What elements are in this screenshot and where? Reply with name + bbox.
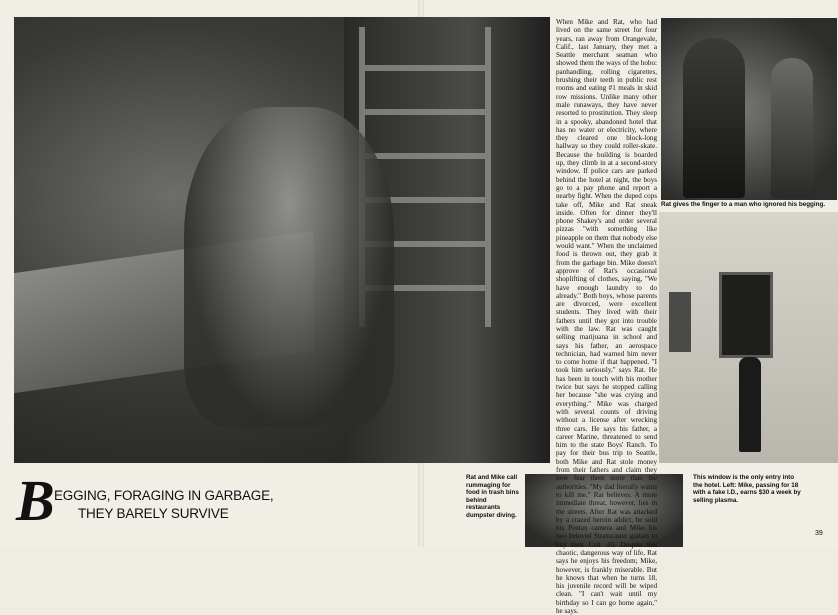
photo-figures bbox=[184, 107, 394, 427]
photo-entry-window bbox=[719, 272, 773, 358]
caption-rat: Rat gives the finger to a man who ignored his begging. bbox=[661, 201, 826, 208]
headline-line-1: EGGING, FORAGING IN GARBAGE, bbox=[54, 488, 274, 503]
photo-hotel-window bbox=[659, 212, 838, 463]
main-photo-boys-rummaging bbox=[14, 17, 550, 463]
caption-bins: Rat and Mike call rummaging for food in trash bins behind restaurants dumpster diving. bbox=[466, 474, 519, 519]
caption-window: This window is the only entry into the hotel. Left: Mike, passing for 18 with a fake I.D., earns $30 a week by selling plasma. bbox=[693, 474, 801, 504]
photo-man bbox=[683, 38, 745, 198]
photo-side-window bbox=[669, 292, 691, 352]
headline-line-2: THEY BARELY SURVIVE bbox=[78, 506, 229, 521]
photo-boy bbox=[771, 58, 813, 198]
page-number: 39 bbox=[815, 530, 823, 537]
photo-climbing-boy bbox=[739, 357, 761, 452]
article-body: When Mike and Rat, who had lived on the same street for four years, ran away from Orangevale, Calif., last January, they met a Seattle merchant seaman who showed them the ways of the hobo: panhandling, rolling cigarettes, brushing their teeth in public rest rooms and eating #1 meals in skid row missions. Unlike many other male runaways, they have never resorted to prostitution. They sleep in a spooky, abandoned hotel that has no water or electricity, where they cleared one block-long hallway so they could roller-skate. Because the building is boarded up, they climb in at a second-story window. If police cars are parked behind the hotel at night, the boys go to a pay phone and report a nearby fight. When the duped cops take off, Mike and Rat sneak inside. Often for dinner they'll phone Shakey's and order several pizzas "with something like pineapple on them that nobody else would want." When the unclaimed food is thrown out, they grab it from the garbage bin. Mike doesn't approve of Rat's occasional shoplifting of clothes, saying, "We have enough laundry to do already." Both boys, whose parents are divorced, were excellent students. They lived with their fathers until they got into trouble with the law. Rat was caught selling marijuana in school and says his father, an aerospace technician, had warned him never to come home if that happened. "I took him seriously," says Rat. He has been in touch with his mother twice but says he stopped calling her because "she was crying and everything." Mike was charged with several counts of driving without a license after wrecking three cars. He says his father, a career Marine, threatened to send him to the state Boys' Ranch. To pay for their bus trip to Seattle, both Mike and Rat stole money from their fathers and claim they now fear them more than the authorities. "My dad literally wants to kill me," Rat believes. A more immediate threat, however, lies in the streets. After Rat was attacked by a crazed heroin addict, he sold his Pentax camera and Mike his two beloved Stratocaster guitars to buy their Colt .45. Despite this chaotic, dangerous way of life, Rat says he enjoys his freedom; Mike, however, is frankly miserable. But he knows that when he turns 18, his juvenile record will be wiped clean. "I can't wait until my birthday so I can go home again," he says. bbox=[556, 18, 657, 615]
photo-rat-and-man bbox=[661, 18, 837, 200]
headline-dropcap: B bbox=[16, 468, 55, 533]
